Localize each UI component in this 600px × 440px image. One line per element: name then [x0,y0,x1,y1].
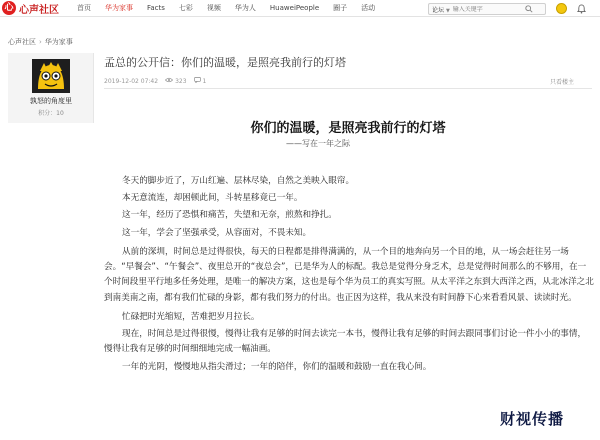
nav-item-facts[interactable]: Facts [147,4,165,12]
top-nav-bar [0,0,600,17]
nav-item-home[interactable]: 首页 [77,4,91,12]
breadcrumb-section[interactable]: 华为家事 [44,38,73,46]
paragraph: 这一年，经历了恐惧和痛苦，失望和无奈，煎熬和挣扎。 [122,210,337,221]
author-score: 积分：10 [38,110,64,117]
paragraph: 一年的光阴，慢慢地从指尖滑过；一年的陪伴，你们的温暖和鼓励一直在我心间。 [122,361,432,372]
article-body [104,174,594,377]
paragraph: 忙碌把时光缩短，苦难把岁月拉长。 [122,312,260,322]
views-value: 323 [175,77,187,85]
paragraph: 本无意流连，却困顿此间，斗转星移竟已一年。 [122,193,303,204]
comment-icon [194,77,201,85]
watermark: 财视传播 [500,410,565,428]
main-nav [77,0,389,17]
only-author-link[interactable]: 只看楼主 [550,79,575,86]
user-area [556,3,587,14]
nav-item-huawei-people[interactable]: HuaweiPeople [269,4,320,12]
paragraph: 现在，时间总是过得很慢，慢得让我有足够的时间去读完一本书，慢得让我有足够的时间去跟同事们讨论一件小小的事情，慢得让我有足够的时间细细地完成一幅油画。 [104,329,587,355]
breadcrumb [8,37,73,47]
search-icon[interactable] [523,4,536,14]
post-title: 孟总的公开信：你们的温暖，是照亮我前行的灯塔 [104,56,346,69]
breadcrumb-separator-icon: › [39,38,42,46]
nav-item-circles[interactable]: 圈子 [333,4,348,12]
article-subtitle: ——写在一年之际 [286,139,350,148]
chevron-down-icon: ▼ [445,7,450,14]
paragraph: 这一年，学会了坚强承受，从容面对，不畏未知。 [122,227,312,238]
logo-text: 心声社区 [19,4,59,16]
header-divider [104,88,592,89]
replies-count [194,77,207,85]
bell-icon[interactable] [575,3,587,14]
nav-item-huawei-affairs[interactable]: 华为家事 [105,4,133,12]
author-avatar[interactable] [32,59,70,93]
nav-item-events[interactable]: 活动 [361,4,376,12]
cartoon-face-icon [32,59,70,93]
search-box [428,3,546,15]
nav-item-huawei-people-cn[interactable]: 华为人 [234,4,256,12]
nav-item-video[interactable]: 视频 [206,4,221,12]
nav-item-colors[interactable]: 七彩 [178,4,193,12]
breadcrumb-home[interactable]: 心声社区 [8,38,36,46]
author-name[interactable]: 孰怒的角度里 [30,97,72,105]
post-date: 2019-12-02 07:42 [104,77,159,85]
site-logo[interactable] [2,0,59,17]
paragraph: 从前的深圳，时间总是过得很快，每天的日程都是排得满满的，从一个目的地奔向另一个目的地，从一场会赶往另一场会。“早餐会”、“午餐会”、夜里总开的“夜总会”，已是华为人的标配。我总是觉得分身乏术，总是觉得时间那么的不够用，在一个时间段里平行地多任务处理，是唯一的解决方案，这也是每个华为员工的真实写照。从太平洋之东到大西洋之西，从北冰洋之北到南美南之南，都有我们忙碌的身影，都有我们努力的付出。也正因为这样，我从来没有时间静下心来看看风景、读读时光。 [104,247,594,303]
article-title: 你们的温暖，是照亮我前行的灯塔 [250,121,446,136]
logo-icon: 心 [2,1,16,15]
user-avatar[interactable] [556,3,567,14]
paragraph: 冬天的脚步近了，万山红遍、层林尽染，自然之美映入眼帘。 [122,176,355,186]
replies-value: 1 [202,77,207,85]
post-meta [104,77,213,85]
author-card [8,53,94,123]
eye-icon [165,77,173,85]
views-count [165,77,186,85]
search-input[interactable] [453,6,523,13]
search-scope-label: 论坛 [432,6,445,14]
search-scope-dropdown[interactable] [429,5,453,14]
